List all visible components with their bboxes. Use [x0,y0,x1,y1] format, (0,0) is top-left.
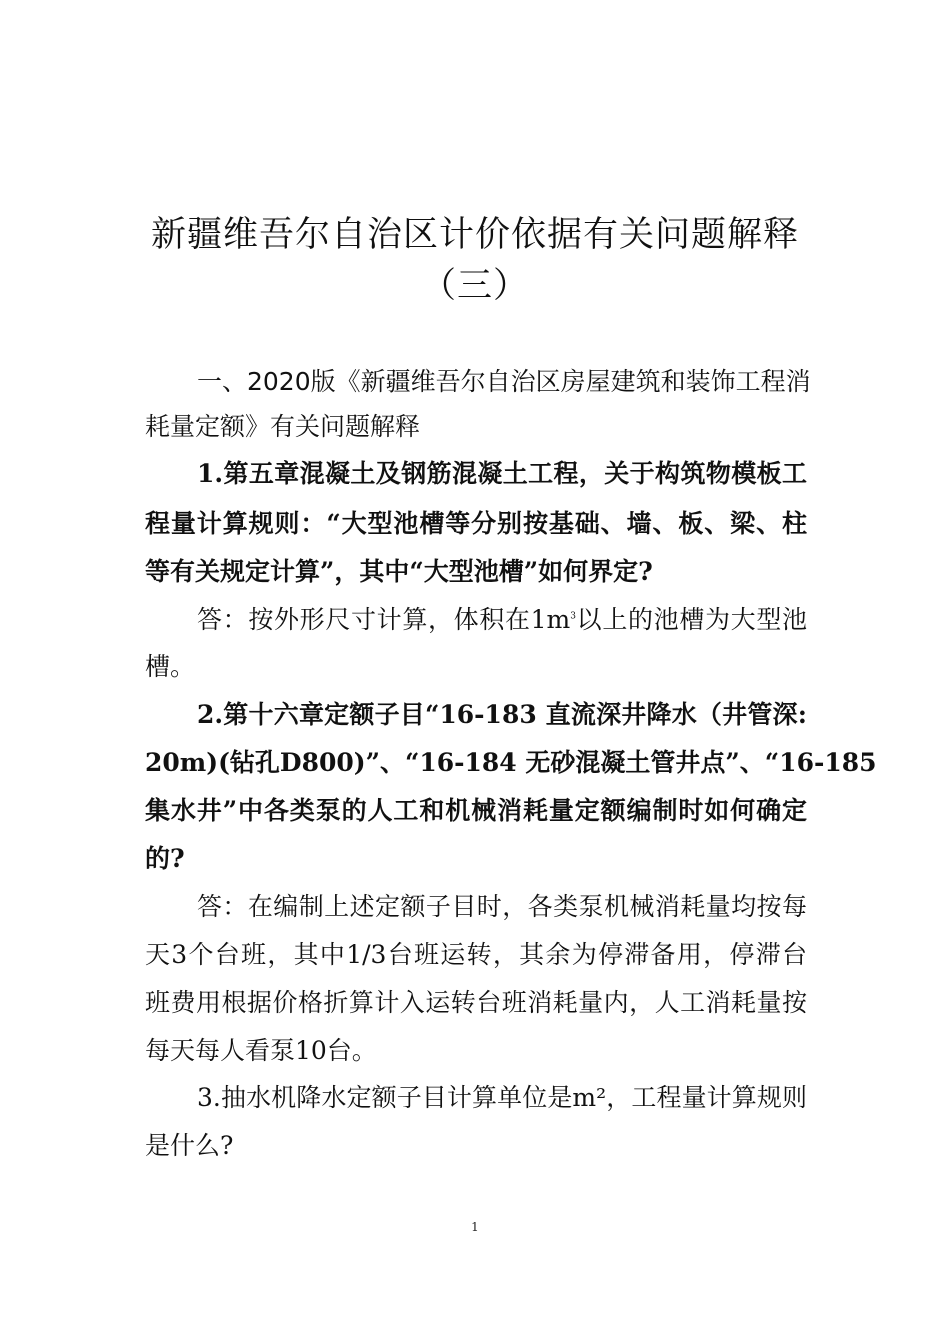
answer-2-line-2: 天3个台班，其中1/3台班运转，其余为停滞备用，停滞台 [145,940,807,969]
section-heading-line-2: 耗量定额》有关问题解释 [145,412,421,441]
answer-1-prefix: 答：按外形尺寸计算，体积在1m [197,605,571,634]
question-3-line-1: 3.抽水机降水定额子目计算单位是m²，工程量计算规则 [197,1083,807,1112]
cubic-superscript: 3 [570,611,576,622]
question-2-line-1: 2.第十六章定额子目“16-183 直流深井降水（井管深: [197,700,807,729]
question-1-line-2: 程量计算规则：“大型池槽等分别按基础、墙、板、梁、柱 [145,509,807,538]
answer-2-line-3: 班费用根据价格折算计入运转台班消耗量内，人工消耗量按 [145,988,807,1017]
section-heading-line-1: 一、2020版《新疆维吾尔自治区房屋建筑和装饰工程消 [197,367,811,396]
answer-2-line-4: 每天每人看泵10台。 [145,1036,377,1065]
document-title-line-2: （三） [420,266,529,306]
question-1-line-3: 等有关规定计算”，其中“大型池槽”如何界定? [145,557,653,586]
answer-2-line-1: 答：在编制上述定额子目时，各类泵机械消耗量均按每 [197,892,807,921]
question-2-line-4: 的? [145,844,185,873]
document-title-line-1: 新疆维吾尔自治区计价依据有关问题解释 [150,215,799,255]
question-2-line-2: 20m)(钻孔D800)”、“16-184 无砂混凝土管井点”、“16-185 [145,748,877,777]
question-3-line-2: 是什么? [145,1131,234,1160]
answer-1-suffix: 以上的池槽为大型池 [576,605,807,634]
answer-1-line-2: 槽。 [145,652,196,681]
answer-1-line-1 [197,604,807,636]
question-2-line-3: 集水井”中各类泵的人工和机械消耗量定额编制时如何确定 [145,796,807,825]
page-number: 1 [471,1220,479,1234]
question-1-line-1: 1.第五章混凝土及钢筋混凝土工程，关于构筑物模板工 [197,459,807,488]
